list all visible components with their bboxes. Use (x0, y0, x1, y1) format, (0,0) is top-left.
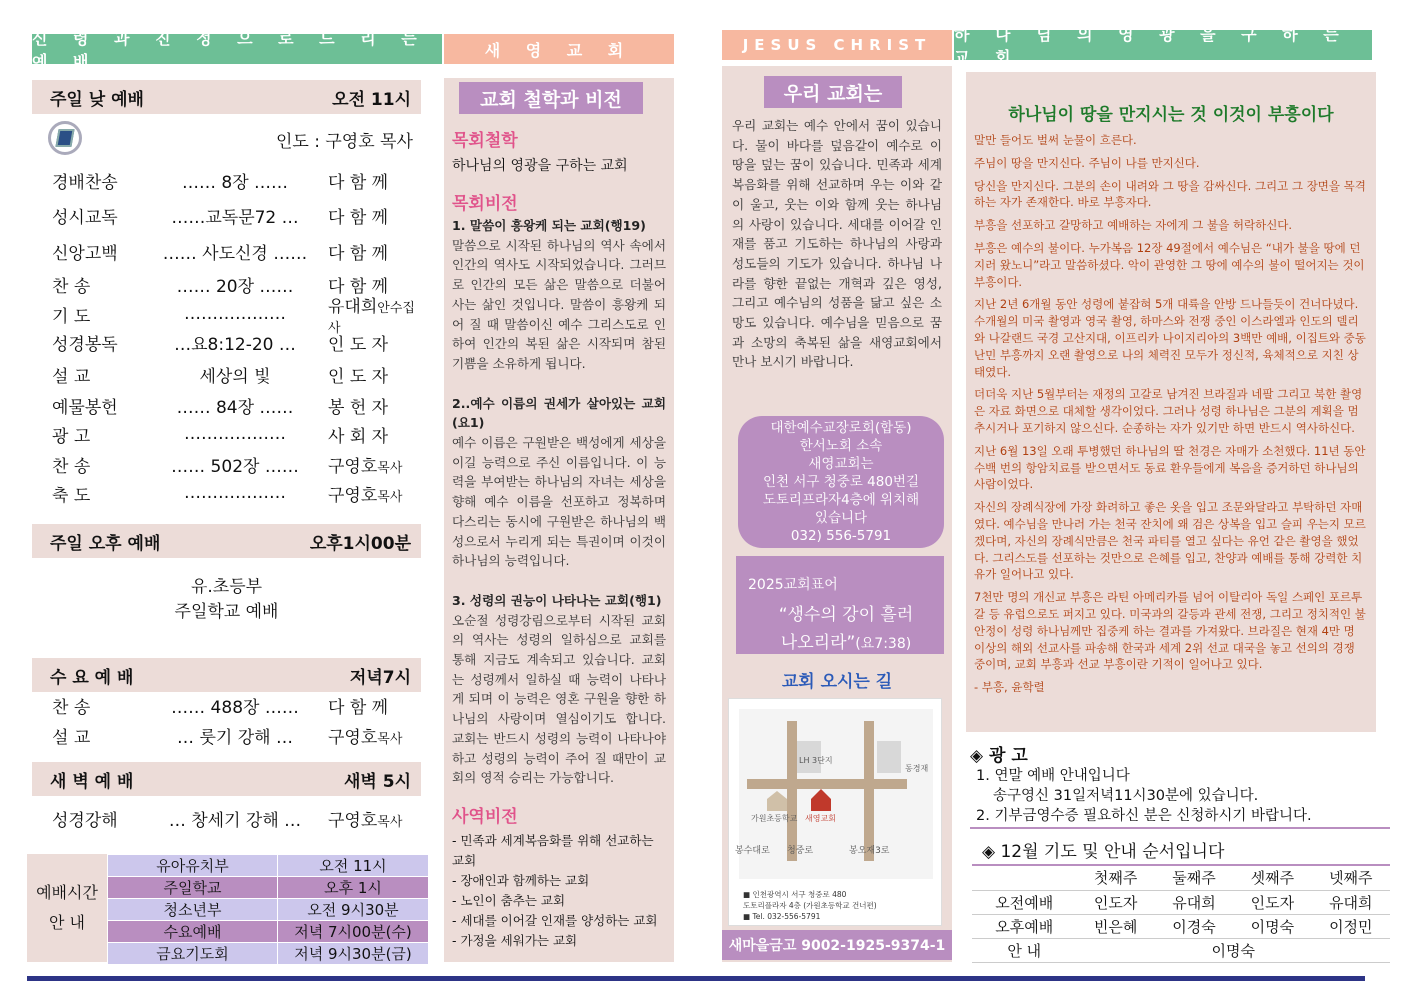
wednesday-title: 수 요 예 배 (50, 667, 134, 688)
motto-banner: 하 나 님 의 영 광 을 구 하 는 교 회 (954, 30, 1372, 60)
vision-1-text: 말씀으로 시작된 하나님의 역사 속에서 인간의 역사도 시작되었습니다. 그러므로 인간의 모든 삶은 말씀으로 더불어 사는 삶인 것입니다. 말씀이 흥왕케 되어 질 때 말씀이신 예수 그리스도로 인하여 인간의 복된 삶은 시작되며 참된 기쁨을 소유하게 됩니다. (452, 237, 666, 371)
philosophy-heading: 교회 철학과 비전 (459, 82, 643, 114)
article-body (974, 132, 1368, 702)
bottom-bar (27, 976, 1365, 981)
ministry-item: - 장애인과 함께하는 교회 (452, 872, 590, 888)
divider-line (970, 827, 1390, 829)
sunday-morning-row-item: 성시교독 (52, 207, 118, 228)
sunday-morning-row-person: 사 회 자 (328, 426, 389, 447)
sunday-morning-row-person: 유대희안수집사 (328, 296, 415, 336)
december-cell: 이정민 (1312, 914, 1390, 938)
sunday-morning-row-detail: ……………… (184, 304, 286, 324)
bank-account: 새마을금고 9002-1925-9374-1 (722, 930, 952, 960)
ad-item-1: 1. 연말 예배 안내입니다 (976, 768, 1130, 784)
sunday-morning-row-item: 찬 송 (52, 456, 91, 477)
schedule-time: 오후 1시 (278, 877, 429, 899)
ads-title: ◈ 광 고 (970, 746, 1028, 766)
sunday-morning-row-detail: …… 20장 …… (176, 276, 294, 297)
sunday-morning-row-person: 구영호목사 (328, 456, 403, 477)
vision-2-title: 2..예수 이름의 권세가 살아있는 교회(요1) (452, 395, 666, 431)
road-left (787, 721, 797, 861)
ad-item-2: 2. 기부금영수증 필요하신 분은 신청하시기 바랍니다. (976, 808, 1312, 824)
schedule-name: 주일학교 (108, 877, 278, 899)
dawn-time: 새벽 5시 (343, 771, 411, 792)
church-emblem-icon (48, 121, 82, 155)
map-school-label: 가원초등학교 (751, 814, 798, 823)
december-cell: 빈은혜 (1076, 914, 1154, 938)
map-address (743, 889, 877, 922)
sunday-morning-row-person: 구영호목사 (328, 485, 403, 506)
wednesday-row-person: 구영호목사 (328, 727, 403, 748)
sunday-morning-row-item: 예물봉헌 (52, 397, 118, 418)
map-tel: ■ Tel. 032-556-5791 (743, 912, 821, 921)
wednesday-header (32, 658, 421, 692)
december-cell: 이명숙 (1233, 914, 1311, 938)
december-cell: 이경숙 (1155, 914, 1233, 938)
wednesday-order (32, 690, 421, 750)
dong-building-icon (877, 741, 901, 773)
schedule-label-2: 안 내 (49, 913, 85, 932)
pastoral-philosophy-text: 하나님의 영광을 구하는 교회 (452, 158, 628, 174)
wednesday-row-person: 다 함 께 (328, 697, 389, 718)
december-row (972, 890, 1390, 914)
sunday-morning-row-detail: 세상의 빛 (199, 366, 271, 387)
sunday-morning-row-person: 다 함 께 (328, 276, 389, 297)
december-header-cell: 셋째주 (1233, 866, 1311, 890)
sunday-morning-row-item: 경배찬송 (52, 172, 118, 193)
article-paragraph: 7천만 명의 개신교 부흥은 라틴 아메리카를 넘어 이탈리아 독일 스페인 포르투갈 등 유럽으로도 퍼지고 있다. 미국과의 갈등과 관세 전쟁, 그리고 정치적인 불안정이 성령 하나님께만 집중케 하는 결과를 가져왔다. 브라질은 현재 4만 명 이상의 해외 선교사를 파송해 한국과 세계 2위 선교 대국을 놓고 선의의 경쟁 중이며, 교회 부흥과 선교 부흥이란 기적이 일어나고 있다. (974, 590, 1366, 672)
december-cell: 오전예배 (972, 890, 1076, 914)
dawn-row-person: 구영호목사 (328, 810, 403, 831)
december-guide-row (972, 938, 1390, 962)
church-info-line: 인천 서구 청중로 480번길 (762, 474, 919, 490)
december-cell: 유대희 (1312, 890, 1390, 914)
article-paragraph: - 부흥, 윤학렬 (974, 680, 1045, 695)
sunday-morning-row-item: 광 고 (52, 426, 91, 447)
sunday-morning-row-item: 찬 송 (52, 276, 91, 297)
december-title: ◈ 12월 기도 및 안내 순서입니다 (982, 842, 1225, 862)
december-cell: 오후예배 (972, 914, 1076, 938)
sunday-morning-title: 주일 낮 예배 (50, 89, 144, 110)
church-info-line: 새영교회는 (808, 456, 874, 472)
sunday-morning-row-detail: ……………… (184, 483, 286, 503)
vision-3-title: 3. 성령의 권능이 나타나는 교회(행1) (452, 592, 662, 608)
leader-line: 인도 : 구영호 목사 (276, 132, 413, 152)
sunday-morning-row-item: 기 도 (52, 306, 91, 327)
map-road-1-label: 봉수대로 (735, 846, 770, 856)
article-paragraph: 자신의 장례식장에 가장 화려하고 좋은 옷을 입고 조문와달라고 부탁하던 자매였다. 예수님을 만나러 가는 천국 잔치에 왜 검은 상복을 입고 슬피 우는지 모르겠다며, 자신의 장례식만큼은 천국 파티를 열고 싶다는 유언 같은 촬영을 했었다. 그리스도를 선포하는 것만으로 은혜를 입고, 찬양과 예배를 통해 강력한 치유가 일어나고 있다. (974, 500, 1366, 582)
worship-banner: 신 령 과 진 정 으 로 드 리 는 예 배 (32, 34, 442, 64)
sunday-morning-row-person-title: 안수집사 (328, 300, 415, 336)
motto-quote-2: 나오리라” (780, 633, 856, 653)
sunday-morning-row (32, 449, 421, 479)
article-paragraph: 당신을 만지신다. 그분의 손이 내려와 그 땅을 감싸신다. 그리고 그 장면을 목격하는 자가 존재한다. 바로 부흥자다. (974, 178, 1366, 210)
dawn-row (32, 803, 421, 833)
dawn-header (32, 762, 421, 796)
sunday-morning-row-person: 인 도 자 (328, 366, 389, 387)
sunday-morning-row (32, 390, 421, 420)
sunday-morning-row (32, 236, 421, 266)
schedule-row (108, 855, 429, 877)
pastoral-philosophy-title: 목회철학 (452, 131, 518, 151)
sunday-morning-row-item: 성경봉독 (52, 334, 118, 355)
sunday-morning-row-person-title: 목사 (377, 489, 403, 505)
article-paragraph: 주님이 땅을 만지신다. 주님이 나를 만지신다. (974, 155, 1200, 170)
december-cell: 유대희 (1155, 890, 1233, 914)
sunday-morning-row (32, 419, 421, 449)
church-info-line: 대한예수교장로회(합동) (770, 420, 912, 436)
schedule-row (108, 899, 429, 921)
dawn-row-detail: … 창세기 강해 … (168, 810, 302, 831)
article-paragraph: 부흥을 선포하고 갈망하고 예배하는 자에게 그 불을 허락하신다. (974, 218, 1293, 233)
road-right (864, 721, 874, 861)
wednesday-row (32, 690, 421, 720)
our-church-heading: 우리 교회는 (764, 76, 902, 108)
sunday-morning-row-person: 인 도 자 (328, 334, 389, 355)
ad-item-1-detail: 송구영신 31일저녁11시30분에 있습니다. (993, 788, 1259, 804)
december-header-row (972, 866, 1390, 890)
december-guide-value: 이명숙 (1076, 938, 1390, 962)
wednesday-row-item: 설 교 (52, 727, 91, 748)
map (728, 698, 942, 926)
article-paragraph: 지난 6월 13일 오래 투병했던 하나님의 딸 천경은 자매가 소천했다. 11년 동안 수백 번의 항암치료를 받으면서도 동료 환우들에게 복음을 증거하던 하나님의 사람이었다. (974, 443, 1366, 492)
road-horizontal (747, 779, 907, 789)
schedule-name: 수요예배 (108, 921, 278, 943)
philosophy-content (452, 126, 666, 951)
ministry-item: - 세대를 이어갈 인재를 양성하는 교회 (452, 912, 658, 928)
schedule-name: 청소년부 (108, 899, 278, 921)
map-address-line-1: ■ 인천광역시 서구 청중로 480 (743, 890, 847, 899)
dawn-row-item: 성경강해 (52, 810, 118, 831)
article-paragraph: 부흥은 예수의 불이다. 누가복음 12장 49절에서 예수님은 “내가 불을 땅에 던지러 왔노니”라고 말씀하셨다. 악이 관영한 그 땅에 예수의 불이 떨어지는 것이 부흥이다. (974, 240, 1365, 289)
ministry-item: - 노인이 춤추는 교회 (452, 892, 566, 908)
sunday-morning-row-person: 다 함 께 (328, 207, 389, 228)
schedule-row (108, 921, 429, 943)
sunday-morning-row-item: 설 교 (52, 366, 91, 387)
church-info-line: 있습니다 (814, 510, 868, 526)
ministry-item: - 민족과 세계복음화를 위해 선교하는 교회 (452, 832, 654, 868)
schedule-time: 저녁 9시30분(금) (278, 943, 429, 965)
ministry-vision-list (452, 831, 666, 951)
afternoon-line-2: 주일학교 예배 (174, 602, 279, 622)
december-header-cell: 첫째주 (1076, 866, 1154, 890)
sunday-morning-row-item: 축 도 (52, 485, 91, 506)
dawn-title: 새 벽 예 배 (50, 771, 134, 792)
dawn-row-person-title: 목사 (377, 814, 403, 830)
schedule-time: 오전 9시30분 (278, 899, 429, 921)
sunday-afternoon-header (32, 524, 421, 558)
schedule-row (108, 877, 429, 899)
ministry-vision-title: 사역비전 (452, 806, 518, 827)
wednesday-row-person-title: 목사 (377, 731, 403, 747)
map-dong-label: 동경재 (905, 764, 929, 773)
vision-3-text: 오순절 성령강림으로부터 시작된 교회의 역사는 성령의 일하심으로 교회를 통해 지금도 계속되고 있습니다. 교회는 성령께서 일하실 때 능력이 나타나게 되며 이 능력은 영혼 구원을 향한 하나님의 사랑이며 열심이기도 합니다. 교회는 반드시 성령의 능력이 나타나야하고 성령의 능력이 주어 질 때만이 교회의 영적 승리는 가능합니다. (452, 612, 666, 786)
sunday-morning-row (32, 327, 421, 357)
wednesday-row-detail: … 룻기 강해 … (177, 727, 293, 748)
church-name-banner: 새 영 교 회 (444, 34, 674, 64)
church-info-box (738, 416, 944, 548)
sunday-morning-row-person: 다 함 께 (328, 243, 389, 264)
schedule-row (108, 943, 429, 965)
wednesday-row-detail: …… 488장 …… (171, 697, 299, 718)
sunday-morning-row-person: 다 함 께 (328, 172, 389, 193)
vision-1-title: 1. 말씀이 흥왕케 되는 교회(행19) (452, 218, 646, 233)
schedule-label-1: 예배시간 (36, 883, 98, 902)
ads-list (976, 766, 1312, 826)
december-header-cell: 넷째주 (1312, 866, 1390, 890)
afternoon-line-1: 유.초등부 (190, 577, 263, 597)
map-road-2-label: 청중로 (787, 846, 814, 856)
sunday-morning-row-detail: …… 사도신경 …… (162, 243, 308, 264)
schedule-table (107, 854, 429, 965)
wednesday-row (32, 720, 421, 750)
directions-title: 교회 오시는 길 (781, 672, 893, 692)
motto-ref: (요7:38) (855, 636, 912, 652)
sunday-morning-row-item: 신앙고백 (52, 243, 118, 264)
church-motto-box (736, 556, 944, 654)
december-table (972, 866, 1390, 963)
schedule-time: 오전 11시 (278, 855, 429, 877)
sunday-morning-row (32, 200, 421, 230)
church-info-line: 도토리프라자4층에 위치해 (762, 492, 920, 508)
jesus-christ-banner: JESUS CHRIST (722, 30, 952, 60)
motto-quote-1: “생수의 강이 흘러 (778, 605, 914, 625)
article-paragraph: 말만 들어도 벌써 눈물이 흐른다. (974, 133, 1137, 147)
december-guide-label: 안 내 (972, 938, 1076, 962)
sunday-morning-row-detail: ……………… (184, 424, 286, 444)
sunday-afternoon-title: 주일 오후 예배 (50, 533, 161, 554)
church-info-line: 032) 556-5791 (790, 528, 892, 544)
wednesday-time: 저녁7시 (349, 667, 411, 688)
sunday-morning-row-detail: …… 8장 …… (181, 172, 289, 193)
sunday-morning-row-person: 봉 헌 자 (328, 397, 389, 418)
pastoral-vision-title: 목회비전 (452, 194, 518, 214)
schedule-time: 저녁 7시00분(수) (278, 921, 429, 943)
sunday-morning-row (32, 359, 421, 389)
map-address-line-2: 도토리플라자 4층 (가원초등학교 건너편) (743, 901, 877, 910)
article-paragraph: 더더욱 지난 5월부터는 재정의 고갈로 남겨진 브라질과 네팔 그리고 북한 촬영은 자료 화면으로 대체할 생각이었다. 그러나 성령 하나님은 그분의 계획을 멈추시거나 포기하지 않으신다. 순종하는 자가 있기만 하면 반드시 역사하신다. (974, 387, 1363, 435)
dawn-order (32, 803, 421, 833)
article-title: 하나님이 땅을 만지시는 것 이것이 부흥이다 (1008, 105, 1334, 125)
article-paragraph: 지난 2년 6개월 동안 성령에 붙잡혀 5개 대륙을 안방 드나들듯이 건너다녔다. 수개월의 미국 촬영과 영국 촬영, 하마스와 전쟁 중인 이스라엘과 인도의 델리와 나갈랜드 국경 고산지대, 이프리카 나이지리아의 3백만 예배, 이집트와 중동 난민 부흥까지 오랜 촬영으로 나의 체력진 모두가 정신적, 육체적으로 지친 상태였다. (974, 297, 1366, 379)
ministry-item: - 가정을 세워가는 교회 (452, 932, 578, 948)
sunday-morning-row-detail: …… 84장 …… (176, 397, 294, 418)
sunday-morning-row-detail: …… 502장 …… (171, 456, 299, 477)
december-cell: 인도자 (1076, 890, 1154, 914)
sunday-morning-row-detail: …요8:12-20 … (174, 334, 296, 355)
sunday-morning-row-person-title: 목사 (377, 460, 403, 476)
december-row (972, 914, 1390, 938)
afternoon-info (32, 575, 421, 625)
december-cell: 인도자 (1233, 890, 1311, 914)
map-church-label: 새영교회 (805, 814, 836, 823)
december-header-cell: 둘째주 (1155, 866, 1233, 890)
motto-label: 2025교회표어 (748, 577, 838, 593)
sunday-morning-order (32, 165, 421, 515)
sunday-morning-row (32, 165, 421, 195)
vision-2-text: 예수 이름은 구원받은 백성에게 세상을 이길 능력으로 주신 이름입니다. 이 능력을 부여받는 하나님의 자녀는 세상을 향해 예수 이름을 선포하고 정복하며 다스리는 동시에 구원받은 하나님의 백성으로서 누리게 되는 특권이며 이것이 하나님의 능력입니다. (452, 435, 666, 569)
our-church-text: 우리 교회는 예수 안에서 꿈이 있습니다. 물이 바다를 덮음같이 예수로 이 땅을 덮는 꿈이 있습니다. 민족과 세계복음화를 위해 선교하며 우는 이와 같이 울고, 웃는 이와 함께 웃는 하나님의 사랑이 있습니다. 세대를 이어갈 인재를 품고 기도하는 하나님의 사랑과 성도들의 기도가 있습니다. 하나님 나라를 향한 끝없는 개혁과 깊은 영성, 그리고 예수님의 성품을 닮고 싶은 소망도 있습니다. 예수님을 믿음으로 꿈과 소망의 축복된 삶을 새영교회에서 만나 보시기 바랍니다. (732, 118, 942, 370)
sunday-morning-row (32, 478, 421, 508)
sunday-morning-time: 오전 11시 (332, 89, 411, 110)
schedule-name: 유아유치부 (108, 855, 278, 877)
map-road-3-label: 봉오재3로 (849, 846, 890, 856)
schedule-name: 금요기도회 (108, 943, 278, 965)
sunday-morning-header (32, 80, 421, 114)
map-lh-label: LH 3단지 (799, 756, 833, 765)
sunday-afternoon-time: 오후1시00분 (309, 533, 411, 554)
schedule-label (27, 854, 107, 962)
sunday-morning-row (32, 296, 421, 336)
december-header-cell (972, 866, 1076, 890)
church-info-line: 한서노회 소속 (799, 438, 883, 454)
wednesday-row-item: 찬 송 (52, 697, 91, 718)
sunday-morning-row-detail: ……교독문72 … (171, 207, 299, 228)
